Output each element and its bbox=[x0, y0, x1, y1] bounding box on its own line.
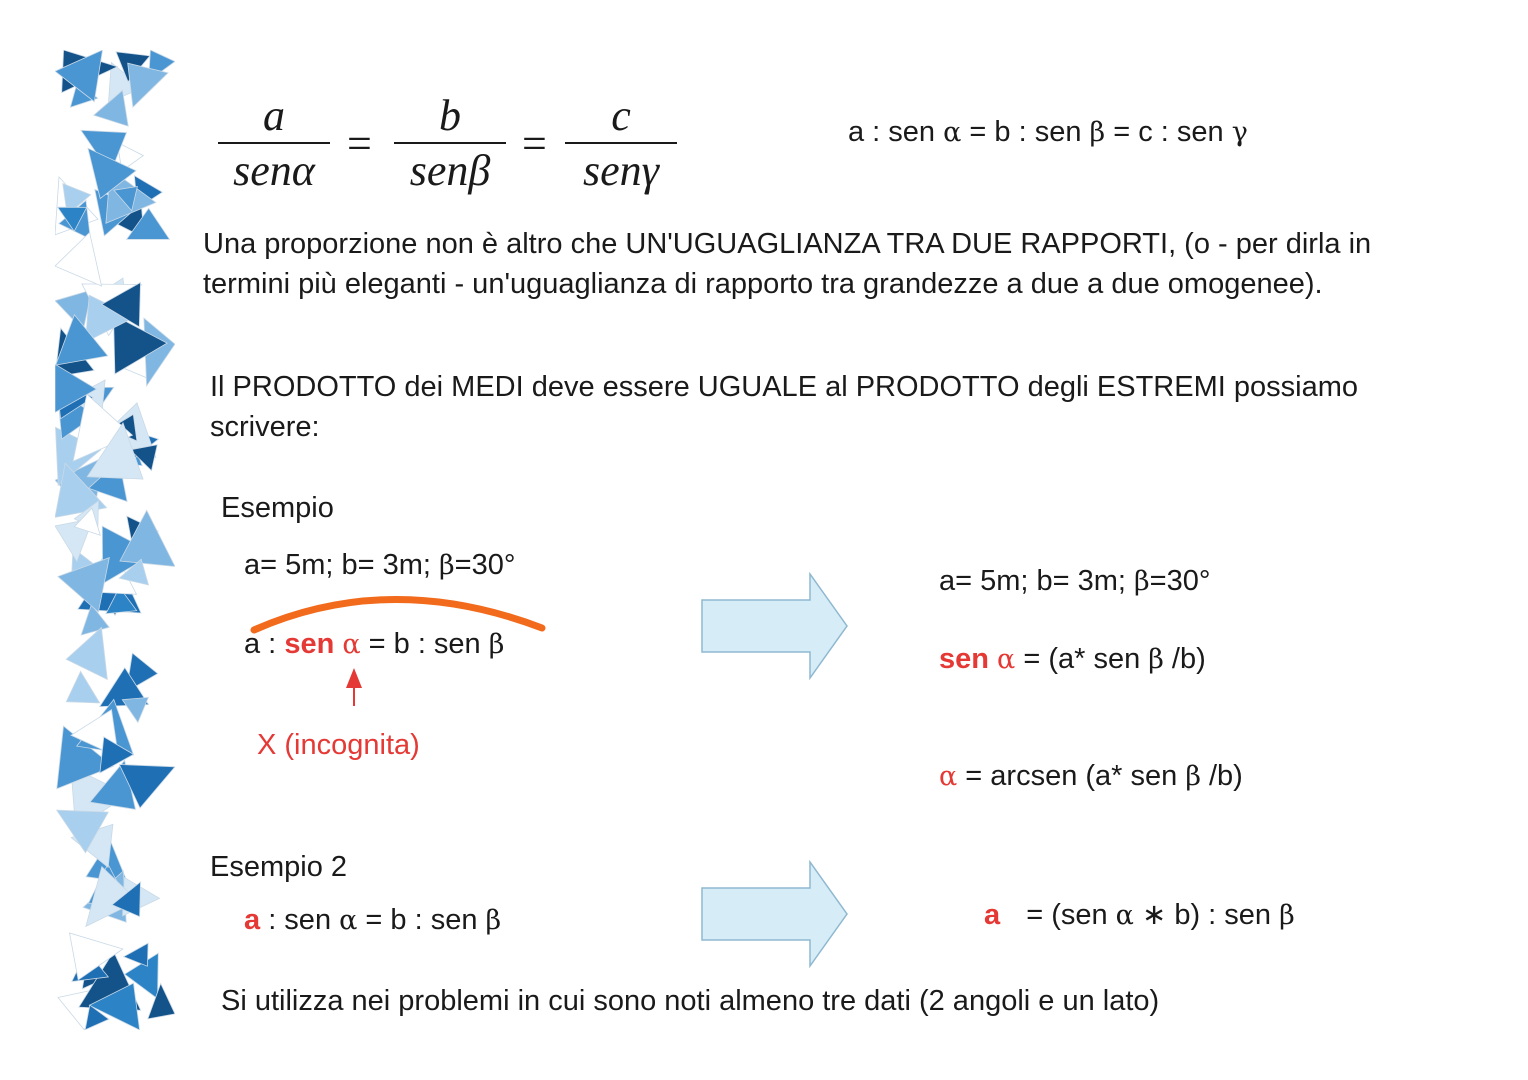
decorative-triangle bbox=[55, 232, 102, 286]
sen-highlight: sen bbox=[284, 628, 343, 660]
orange-arc bbox=[254, 599, 542, 630]
alpha-symbol: α bbox=[342, 629, 361, 660]
footer-note: Si utilizza nei problemi in cui sono noti almeno tre dati (2 angoli e un lato) bbox=[221, 985, 1160, 1017]
text: a : sen bbox=[848, 116, 944, 148]
fraction-denominator: senα bbox=[233, 146, 315, 195]
text: = (sen bbox=[1018, 899, 1116, 931]
result1-data bbox=[939, 565, 1210, 598]
decorative-triangle bbox=[122, 697, 148, 722]
text: : sen bbox=[260, 904, 340, 936]
text: /b) bbox=[1163, 643, 1206, 675]
right-arrow-icon bbox=[700, 572, 850, 680]
fraction-bar bbox=[394, 142, 506, 144]
fraction-b bbox=[394, 92, 506, 196]
text: ∗ b) : sen bbox=[1133, 899, 1280, 931]
fraction-numerator: b bbox=[439, 91, 461, 140]
fraction-bar bbox=[218, 142, 330, 144]
text: a= 5m; b= 3m; bbox=[244, 549, 440, 581]
equals-sign: = bbox=[347, 119, 372, 168]
beta-symbol: β bbox=[1279, 900, 1295, 931]
gamma-symbol: γ bbox=[1231, 117, 1248, 148]
a-highlight: a bbox=[244, 904, 261, 936]
beta-symbol: β bbox=[1089, 117, 1106, 148]
fraction-numerator: a bbox=[263, 91, 285, 140]
a-highlight: a bbox=[984, 899, 1001, 931]
text: =30° bbox=[1149, 565, 1211, 597]
text: = b : sen bbox=[961, 116, 1090, 148]
alpha-symbol: α bbox=[997, 644, 1016, 675]
fraction-numerator: c bbox=[611, 91, 631, 140]
equals-sign: = bbox=[522, 119, 547, 168]
result2-formula bbox=[984, 897, 1295, 932]
right-arrow-icon bbox=[700, 860, 850, 968]
text: = c : sen bbox=[1105, 116, 1232, 148]
beta-symbol: β bbox=[1185, 761, 1201, 792]
arrow-head bbox=[346, 668, 362, 688]
text: = (a* sen bbox=[1015, 643, 1149, 675]
beta-symbol: β bbox=[439, 550, 455, 581]
fraction-bar bbox=[565, 142, 677, 144]
alpha-symbol: α bbox=[339, 905, 358, 936]
example2-equation bbox=[244, 904, 501, 937]
alpha-symbol: α bbox=[1115, 900, 1134, 931]
proportion-formula bbox=[848, 116, 1248, 149]
example1-equation bbox=[244, 628, 504, 661]
rule-paragraph: Il PRODOTTO dei MEDI deve essere UGUALE al PRODOTTO degli ESTREMI possiamo scrivere: bbox=[210, 371, 1358, 443]
fraction-c bbox=[565, 92, 677, 196]
beta-symbol: β bbox=[1148, 644, 1164, 675]
fraction-a bbox=[218, 92, 330, 196]
text: a= 5m; b= 3m; bbox=[939, 565, 1135, 597]
text: /b) bbox=[1200, 760, 1243, 792]
beta-symbol: β bbox=[488, 629, 505, 660]
result1-arcsen-formula bbox=[939, 760, 1243, 793]
result1-sen-formula bbox=[939, 643, 1206, 676]
decorative-triangle bbox=[66, 628, 107, 680]
text: = arcsen (a* sen bbox=[957, 760, 1186, 792]
fraction-denominator: senγ bbox=[583, 146, 659, 195]
beta-symbol: β bbox=[1134, 566, 1150, 597]
unknown-label: X (incognita) bbox=[257, 729, 420, 761]
sen-highlight: sen bbox=[939, 643, 998, 675]
fraction-denominator: senβ bbox=[409, 146, 491, 195]
text: =30° bbox=[454, 549, 516, 581]
example1-data bbox=[244, 549, 515, 582]
example2-title: Esempio 2 bbox=[210, 851, 348, 883]
decorative-triangle bbox=[66, 671, 99, 703]
definition-paragraph: Una proporzione non è altro che UN'UGUAGLIANZA TRA DUE RAPPORTI, (o - per dirla in termini più eleganti - un'uguaglianza di rapporto tra grandezze a due a due omogenee). bbox=[203, 228, 1372, 300]
text: a : bbox=[244, 628, 285, 660]
decorative-triangles-border bbox=[55, 50, 175, 1030]
decorative-triangle bbox=[124, 943, 148, 966]
alpha-symbol: α bbox=[939, 761, 958, 792]
beta-symbol: β bbox=[485, 905, 502, 936]
text: = b : sen bbox=[360, 628, 489, 660]
alpha-symbol: α bbox=[943, 117, 962, 148]
example1-title: Esempio bbox=[221, 492, 334, 524]
text: = b : sen bbox=[357, 904, 486, 936]
